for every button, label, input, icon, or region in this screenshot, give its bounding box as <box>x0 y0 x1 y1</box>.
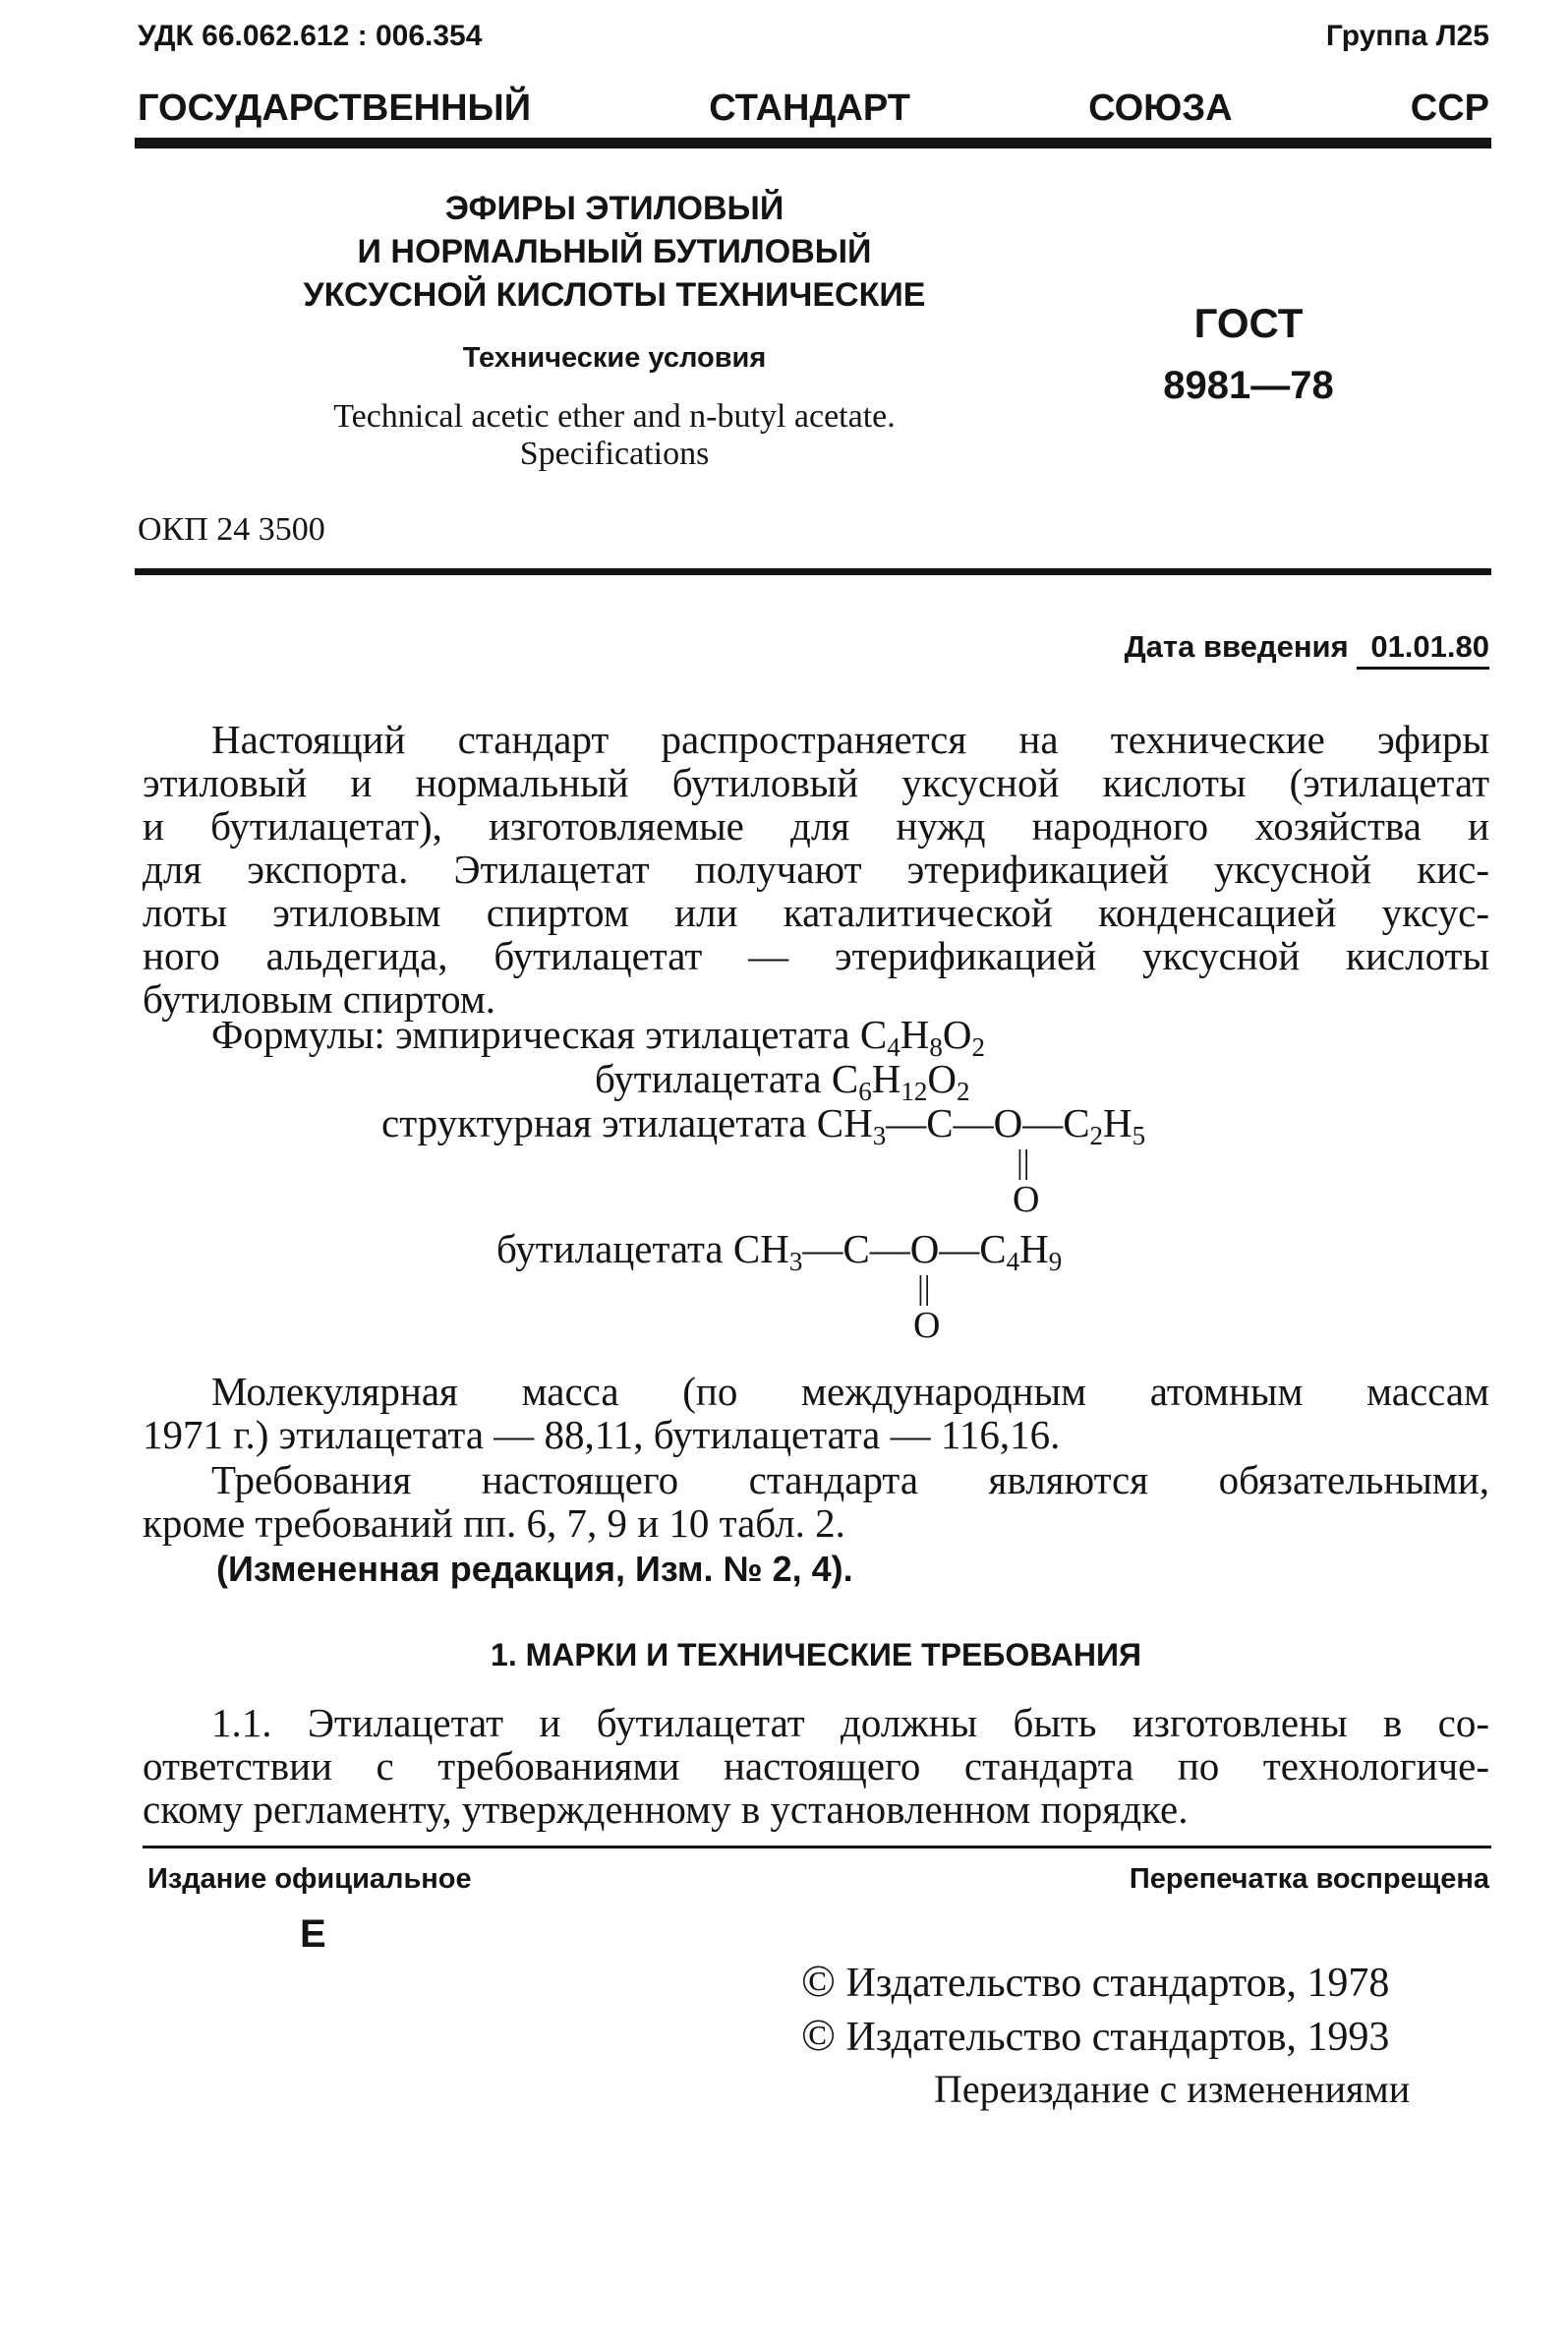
amendment-note: (Измененная редакция, Изм. № 2, 4). <box>216 1549 853 1589</box>
copyright-1978 <box>801 1957 1389 2008</box>
intro-line-3: и бутилацетат), изготовляемые для нужд народного хозяйства и <box>143 803 1489 849</box>
butyl-label: бутилацетата <box>595 1056 822 1101</box>
copyright-icon: © <box>801 1956 836 2006</box>
intro-line-5: лоты этиловым спиртом или каталитической конденсацией уксус- <box>143 890 1489 935</box>
copyright-1993 <box>801 2011 1389 2062</box>
oxygen-butyl: O <box>913 1305 941 1346</box>
butyl-struct-label: бутилацетата <box>496 1226 724 1271</box>
english-title-line-2: Specifications <box>519 436 710 472</box>
english-title <box>226 398 1003 473</box>
requirements-line-2: кроме требований пп. 6, 7, 9 и 10 табл. 2. <box>143 1500 845 1546</box>
title-line-3: УКСУСНОЙ КИСЛОТЫ ТЕХНИЧЕСКИЕ <box>303 276 926 314</box>
intro-line-6: ного альдегида, бутилацетат — этерификацией уксусной кислоты <box>143 933 1489 978</box>
introduction-date <box>983 629 1489 670</box>
oxygen-ethyl: O <box>1013 1179 1040 1220</box>
mass-line-2: 1971 г.) этилацетата — 88,11, бутилацетата — 116,16. <box>143 1412 1061 1457</box>
title-block <box>246 187 983 317</box>
date-label: Дата введения <box>1124 629 1349 664</box>
structural-butyl-acetate: $CH_3—C—O—C_4H_9$ <box>732 1226 1063 1276</box>
empirical-butyl-acetate: $C_6H_{12}O_2$ <box>831 1056 970 1106</box>
official-edition: Издание официальное <box>147 1863 472 1895</box>
requirements-note <box>143 1458 1489 1545</box>
requirements-line-1: Требования настоящего стандарта являются обязательными, <box>211 1457 1489 1502</box>
empirical-ethyl-acetate: $C_4H_8O_2$ <box>859 1012 985 1062</box>
double-bond-butyl: || <box>917 1270 931 1307</box>
title-line-2: И НОРМАЛЬНЫЙ БУТИЛОВЫЙ <box>357 233 872 270</box>
english-title-line-1: Technical acetic ether and n-butyl acetate. <box>333 398 896 435</box>
structural-ethyl-acetate: $CH_3—C—O—C_2H_5$ <box>816 1100 1146 1150</box>
section-1-line-1: 1.1. Этилацетат и бутилацетат должны быть изготовлены в со- <box>211 1700 1489 1745</box>
copyright-icon: © <box>801 2010 836 2060</box>
section-1-paragraph <box>143 1701 1489 1831</box>
intro-line-1: Настоящий стандарт распространяется на технические эфиры <box>211 717 1489 762</box>
formula-empirical-ethyl <box>211 1012 985 1062</box>
reprint-prohibited: Перепечатка воспрещена <box>1129 1863 1489 1895</box>
structural-label: структурная этилацетата <box>381 1100 807 1145</box>
footer-rule <box>143 1846 1491 1848</box>
reissue-note: Переиздание с изменениями <box>934 2067 1411 2111</box>
mass-line-1: Молекулярная масса (по международным атомным массам <box>211 1369 1489 1414</box>
copyright-1993-text: Издательство стандартов, 1993 <box>845 2015 1390 2060</box>
section-1-heading: 1. МАРКИ И ТЕХНИЧЕСКИЕ ТРЕБОВАНИЯ <box>491 1637 1141 1672</box>
date-value: 01.01.80 <box>1357 629 1489 670</box>
formula-structural-ethyl <box>381 1100 1146 1150</box>
gost-label: ГОСТ <box>1193 300 1304 346</box>
intro-line-7: бутиловым спиртом. <box>143 976 496 1022</box>
intro-line-4: для экспорта. Этилацетат получают этерификацией уксусной кис- <box>143 847 1489 892</box>
formula-label: Формулы: эмпирическая этилацетата <box>211 1012 850 1057</box>
intro-line-2: этиловый и нормальный бутиловый уксусной кислоты (этилацетат <box>143 760 1489 805</box>
udk-code: УДК 66.062.612 : 006.354 <box>138 20 483 52</box>
section-1-line-2: ответствии с требованиями настоящего стандарта по технологиче- <box>143 1743 1489 1789</box>
double-bond-ethyl: || <box>1016 1144 1030 1181</box>
edition-letter: E <box>300 1912 326 1956</box>
copyright-1978-text: Издательство стандартов, 1978 <box>845 1961 1390 2006</box>
okp-code: ОКП 24 3500 <box>138 511 325 548</box>
group-code: Группа Л25 <box>1325 20 1489 52</box>
intro-paragraph <box>143 718 1489 1021</box>
subtitle: Технические условия <box>462 342 767 374</box>
title-line-1: ЭФИРЫ ЭТИЛОВЫЙ <box>444 190 784 227</box>
molecular-mass <box>143 1370 1489 1456</box>
formula-empirical-butyl <box>595 1056 970 1106</box>
header-rule <box>135 138 1491 148</box>
formula-structural-butyl <box>496 1226 1063 1276</box>
state-standard-banner: ГОСУДАРСТВЕННЫЙ СТАНДАРТ СОЮЗА ССР <box>138 88 1489 129</box>
gost-number: 8981—78 <box>1163 364 1334 407</box>
section-1-line-3: скому регламенту, утвержденному в установленном порядке. <box>143 1787 1189 1832</box>
title-rule <box>135 568 1491 575</box>
